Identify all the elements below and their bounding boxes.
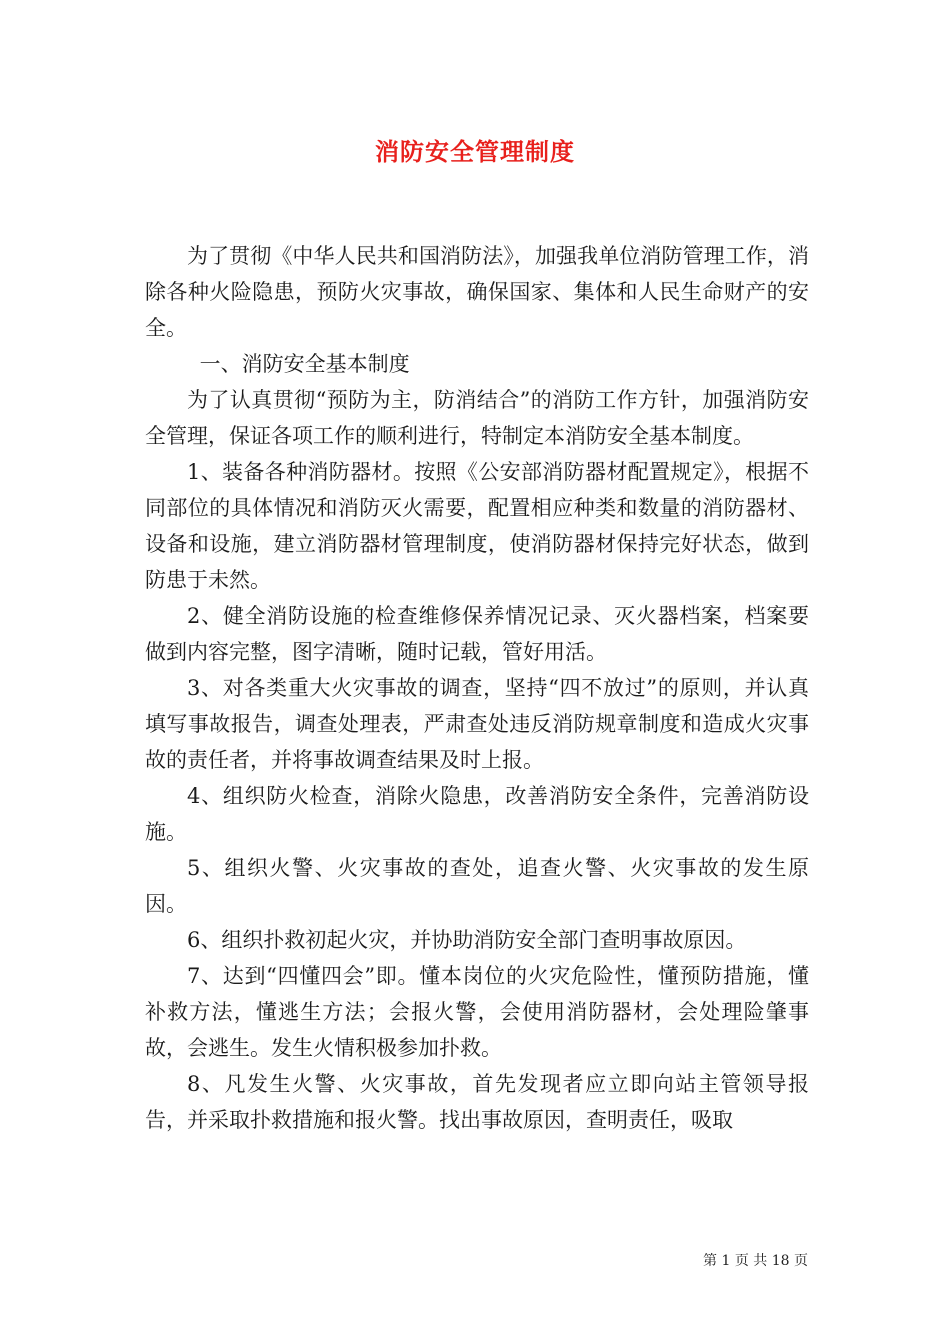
document-body [145,238,809,1138]
rule-item-7: 7、达到“四懂四会”即。懂本岗位的火灾危险性，懂预防措施，懂补救方法，懂逃生方法；会报火警，会使用消防器材，会处理险肇事故，会逃生。发生火情积极参加扑救。 [145,964,809,1060]
section-heading: 一、消防安全基本制度 [199,352,410,376]
document-title: 消防安全管理制度 [375,137,575,166]
rule-item-5: 5、组织火警、火灾事故的查处，追查火警、火灾事故的发生原因。 [145,856,809,916]
page-footer: 第 1 页 共 18 页 [703,1253,808,1269]
rule-item-1: 1、装备各种消防器材。按照《公安部消防器材配置规定》，根据不同部位的具体情况和消防灭火需要，配置相应种类和数量的消防器材、设备和设施，建立消防器材管理制度，使消防器材保持完好状态，做到防患于未然。 [145,460,809,592]
intro-paragraph: 为了贯彻《中华人民共和国消防法》，加强我单位消防管理工作，消除各种火险隐患，预防火灾事故，确保国家、集体和人民生命财产的安全。 [145,244,809,340]
rule-item-6: 6、组织扑救初起火灾，并协助消防安全部门查明事故原因。 [187,928,747,952]
section-intro-paragraph: 为了认真贯彻“预防为主，防消结合”的消防工作方针，加强消防安全管理，保证各项工作的顺利进行，特制定本消防安全基本制度。 [145,388,809,448]
rule-item-2: 2、健全消防设施的检查维修保养情况记录、灭火器档案，档案要做到内容完整，图字清晰，随时记载，管好用活。 [145,604,809,664]
rule-item-3: 3、对各类重大火灾事故的调查，坚持“四不放过”的原则，并认真填写事故报告，调查处理表，严肃查处违反消防规章制度和造成火灾事故的责任者，并将事故调查结果及时上报。 [145,676,809,772]
rule-item-8: 8、凡发生火警、火灾事故，首先发现者应立即向站主管领导报告，并采取扑救措施和报火警。找出事故原因，查明责任，吸取 [145,1072,809,1132]
rule-item-4: 4、组织防火检查，消除火隐患，改善消防安全条件，完善消防设施。 [145,784,809,844]
